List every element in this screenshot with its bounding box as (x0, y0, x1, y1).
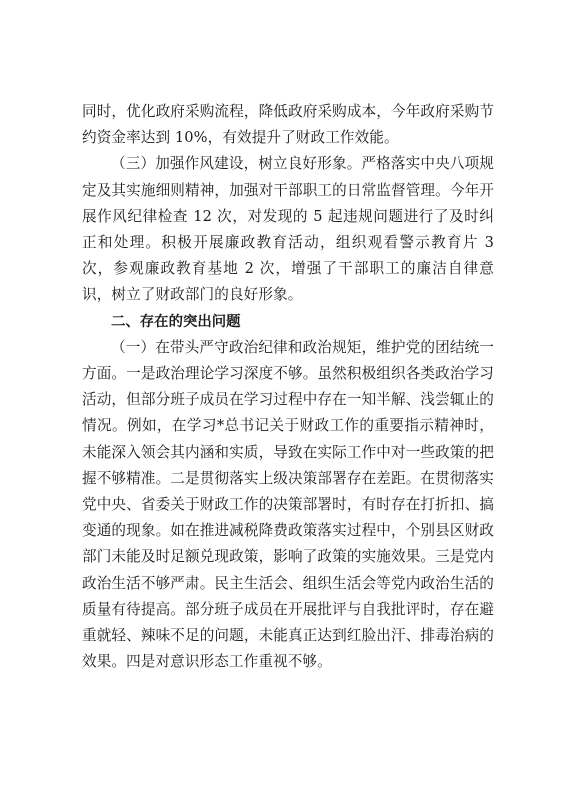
body-text-block (82, 99, 494, 675)
paragraph-problems: （一）在带头严守政治纪律和政治规矩，维护党的团结统一方面。一是政治理论学习深度不够。虽然积极组织各类政治学习活动，但部分班子成员在学习过程中存在一知半解、浅尝辄止的情况。例如，在学习*总书记关于财政工作的重要指示精神时，未能深入领会其内涵和实质，导致在实际工作中对一些政策的把握不够精准。二是贯彻落实上级决策部署存在差距。在贯彻落实党中央、省委关于财政工作的决策部署时，有时存在打折扣、搞变通的现象。如在推进减税降费政策落实过程中，个别县区财政部门未能及时足额兑现政策，影响了政策的实施效果。三是党内政治生活不够严肃。民主生活会、组织生活会等党内政治生活的质量有待提高。部分班子成员在开展批评与自我批评时，存在避重就轻、辣味不足的问题，未能真正达到红脸出汗、排毒治病的效果。四是对意识形态工作重视不够。 (82, 338, 494, 671)
paragraph-continuation: 同时，优化政府采购流程，降低政府采购成本，今年政府采购节约资金率达到 10%，有效提升了财政工作效能。 (82, 103, 494, 147)
paragraph-style-building: （三）加强作风建设，树立良好形象。严格落实中央八项规定及其实施细则精神，加强对干部职工的日常监督管理。今年开展作风纪律检查 12 次，对发现的 5 起违规问题进行了及时纠正和处理。积极开展廉政教育活动，组织观看警示教育片 3 次，参观廉政教育基地 2 次，增强了干部职工的廉洁自律意识，树立了财政部门的良好形象。 (82, 155, 494, 304)
section-heading: 二、存在的突出问题 (111, 313, 241, 330)
